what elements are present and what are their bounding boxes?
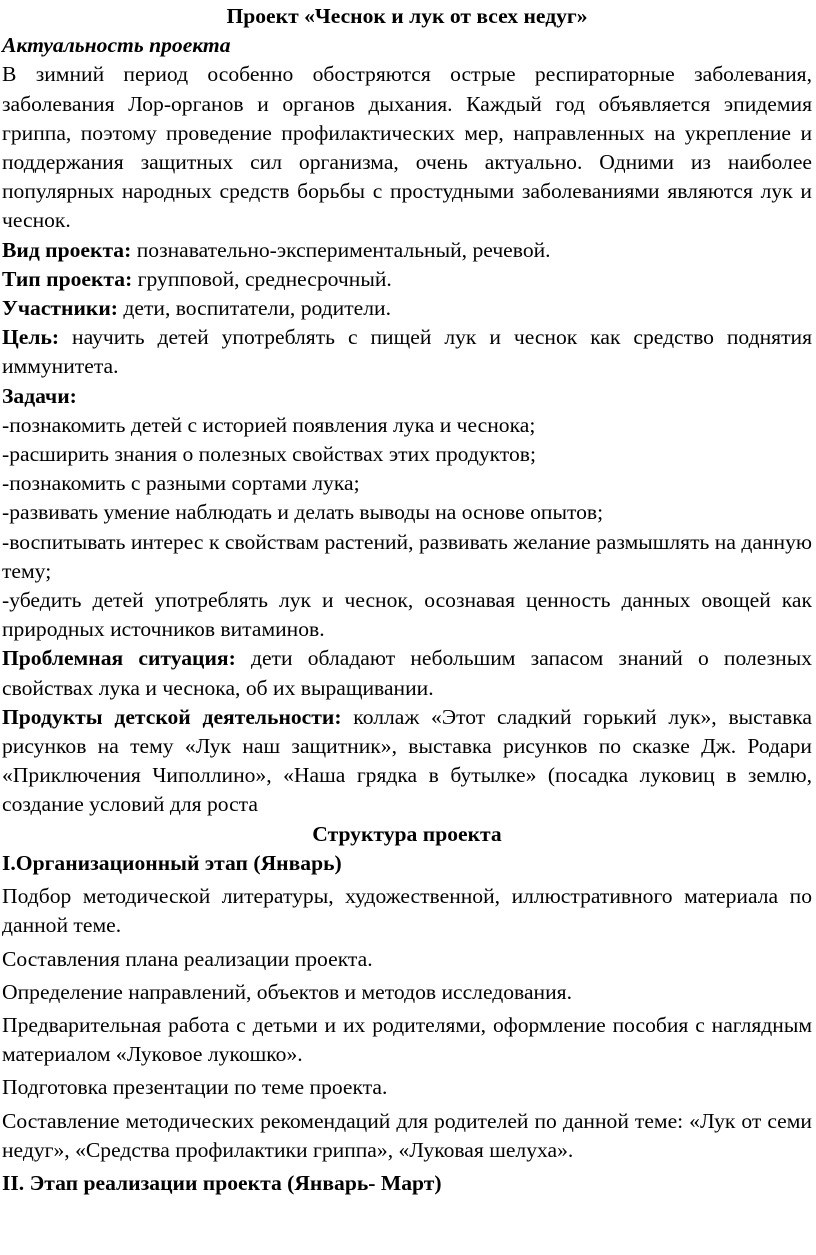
goal-line: [2, 323, 812, 381]
stage1-item: Подготовка презентации по теме проекта.: [2, 1075, 388, 1100]
stage2-heading: II. Этап реализации проекта (Январь- Март): [2, 1170, 442, 1195]
task-item: -расширить знания о полезных свойствах этих продуктов;: [2, 442, 536, 467]
products-value: коллаж «Этот сладкий горький лук», выставка рисунков на тему «Лук наш защитник», выставка рисунков по сказке Дж. Родари «Приключения Чиполлино», «Наша грядка в бутылке» (посадка луковиц в землю, создание условий для роста: [2, 704, 812, 817]
goal-label: Цель:: [2, 325, 60, 350]
project-kind-value: групповой, среднесрочный.: [132, 266, 392, 291]
project-type-line: [2, 236, 812, 265]
participants-value: дети, воспитатели, родители.: [117, 296, 391, 321]
relevance-text: В зимний период особенно обостряются острые респираторные заболевания, заболевания Лор-органов и органов дыхания. Каждый год объявляется эпидемия гриппа, поэтому проведение профилактических мер, направленных на укрепление и поддержания защитных сил организма, очень актуально. Одними из наиболее популярных народных средств борьбы с простудными заболеваниями являются лук и чеснок.: [2, 62, 812, 233]
task-item: -познакомить с разными сортами лука;: [2, 471, 360, 496]
task-item: -познакомить детей с историей появления лука и чеснока;: [2, 412, 536, 437]
participants-line: [2, 294, 812, 323]
stage1-item: Составления плана реализации проекта.: [2, 946, 373, 971]
stage1-item: Составление методических рекомендаций для родителей по данной теме: «Лук от семи недуг», «Средства профилактики гриппа», «Луковая шелуха».: [2, 1108, 812, 1162]
tasks-heading: Задачи:: [2, 383, 77, 408]
document-title: Проект «Чеснок и лук от всех недуг»: [226, 4, 588, 28]
products-label: Продукты детской деятельности:: [2, 704, 342, 729]
products-line: [2, 703, 812, 820]
problem-label: Проблемная ситуация:: [2, 646, 236, 671]
task-item: -воспитывать интерес к свойствам растений, развивать желание размышлять на данную тему;: [2, 529, 812, 583]
stage1-item: Подбор методической литературы, художественной, иллюстративного материала по данной теме.: [2, 884, 812, 938]
problem-line: [2, 644, 812, 702]
participants-label: Участники:: [2, 296, 118, 321]
relevance-heading: Актуальность проекта: [2, 33, 231, 58]
task-item: -развивать умение наблюдать и делать выводы на основе опытов;: [2, 500, 604, 525]
task-item: -убедить детей употреблять лук и чеснок, осознавая ценность данных овощей как природных источников витаминов.: [2, 588, 812, 642]
problem-value: дети обладают небольшим запасом знаний о полезных свойствах лука и чеснока, об их выращивании.: [2, 646, 812, 700]
structure-heading: Структура проекта: [312, 821, 502, 846]
project-kind-label: Тип проекта:: [2, 266, 133, 291]
stage1-item: Предварительная работа с детьми и их родителями, оформление пособия с наглядным материалом «Луковое лукошко».: [2, 1012, 812, 1067]
stage1-item: Определение направлений, объектов и методов исследования.: [2, 979, 572, 1004]
project-type-label: Вид проекта:: [2, 237, 132, 262]
stage1-heading: I.Организационный этап (Январь): [2, 850, 342, 875]
project-type-value: познавательно-экспериментальный, речевой.: [131, 237, 551, 262]
project-kind-line: [2, 265, 812, 294]
goal-value: научить детей употреблять с пищей лук и чеснок как средство поднятия иммунитета.: [2, 325, 812, 379]
